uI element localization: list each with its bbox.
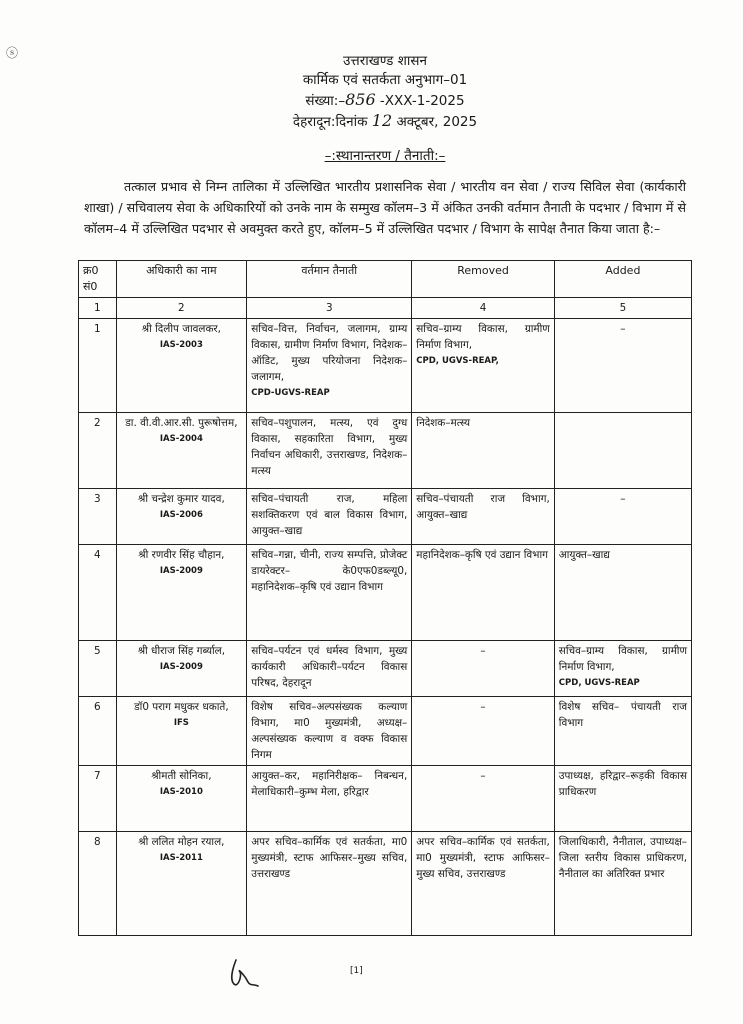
cell-text: अपर सचिव–कार्मिक एवं सतर्कता, मा0 मुख्यमंत्री, स्टाफ आफिसर–मुख्य सचिव, उत्तराखण्ड [416,836,550,880]
col-number: 4 [412,298,555,319]
name-cell [116,766,247,832]
name-cell [116,697,247,766]
government-name: उत्तराखण्ड शासन [342,53,427,69]
cell-text: महानिदेशक–कृषि एवं उद्यान विभाग [416,549,549,561]
removed-cell [412,641,555,697]
cell-text: डा. वी.वी.आर.सी. पुरूषोत्तम, [125,417,238,429]
cell-extra-text: IAS-2010 [159,787,203,797]
cell-extra-text: CPD, UGVS-REAP [558,678,640,688]
sno-cell [79,641,117,697]
cell-text: 6 [93,701,101,713]
added-cell [554,489,691,545]
cell-text: आयुक्त–खाद्य [558,549,610,561]
sno-cell [79,832,117,936]
removed-cell [412,766,555,832]
sno-cell [79,545,117,641]
added-cell [554,319,691,413]
handwritten-date: 12 [371,111,393,130]
cell-text: सचिव–पर्यटन एवं धर्मस्व विभाग, मुख्य कार्यकारी अधिकारी–पर्यटन विकास परिषद, देहरादून [251,645,408,689]
sno-cell [79,319,117,413]
cell-text: सचिव–पशुपालन, मत्स्य, एवं दुग्ध विकास, सहकारिता विभाग, मुख्य निर्वाचन अधिकारी, उत्तराखण्ड, निदेशक– मत्स्य [251,417,408,477]
cell-text: श्रीमती सोनिका, [151,770,212,782]
cell-extra-text: IAS-2011 [159,853,203,863]
header-current: वर्तमान तैनाती [247,261,412,298]
current-cell [247,489,412,545]
name-cell [116,832,247,936]
cell-text: निदेशक–मत्स्य [416,417,471,429]
cell-text: आयुक्त–कर, महानिरीक्षक– निबन्धन, मेलाधिकारी–कुम्भ मेला, हरिद्वार [251,770,408,798]
cell-text: विशेष सचिव– पंचायती राज विभाग [558,701,687,729]
signature [222,956,262,990]
table-row [79,413,692,489]
cell-text: उपाध्यक्ष, हरिद्वार–रूड़की विकास प्राधिकरण [558,770,687,798]
intro-paragraph: तत्काल प्रभाव से निम्न तालिका में उल्लिखित भारतीय प्रशासनिक सेवा / भारतीय वन सेवा / राज्य सिविल सेवा (कार्यकारी शाखा) / सचिवालय सेवा के अधिकारियों को उनके नाम के सम्मुख कॉलम–3 में अंकित उनकी वर्तमान तैनाती के पदभार / विभाग में से कॉलम–4 में उल्लिखित पदभार से अवमुक्त करते हुए, कॉलम–5 में उल्लिखित पदभार / विभाग के सापेक्ष तैनात किया जाता है:– [84,179,686,236]
cell-text: 5 [93,645,101,657]
current-cell [247,766,412,832]
current-cell [247,832,412,936]
removed-cell [412,832,555,936]
cell-extra-text: IAS-2009 [159,566,203,576]
subject-line: –:स्थानान्तरण / तैनाती:– [324,148,446,164]
cell-text: 7 [93,770,101,782]
added-cell [554,413,691,489]
header-name: अधिकारी का नाम [116,261,247,298]
cell-text: सचिव–ग्राम्य विकास, ग्रामीण निर्माण विभाग, [416,323,550,351]
cell-text: श्री रणवीर सिंह चौहान, [138,549,225,561]
sno-cell [79,766,117,832]
cell-extra-text: CPD-UGVS-REAP [251,388,330,398]
cell-text: सचिव–पंचायती राज, महिला सशक्तिकरण एवं बाल विकास विभाग, आयुक्त–खाद्य [251,493,408,537]
cell-text: अपर सचिव–कार्मिक एवं सतर्कता, मा0 मुख्यमंत्री, स्टाफ आफिसर–मुख्य सचिव, उत्तराखण्ड [251,836,408,880]
cell-text: – [620,493,626,505]
cell-text: डॉ0 पराग मधुकर धकाते, [134,701,229,713]
sno-cell [79,697,117,766]
cell-extra-text: IAS-2006 [159,510,203,520]
cell-text: 1 [93,323,101,335]
column-number-row [79,298,692,319]
order-date: देहरादून:दिनांक 12 अक्टूबर, 2025 [292,111,478,130]
table-row [79,697,692,766]
cell-extra-text: IAS-2004 [159,434,203,444]
col-number: 3 [247,298,412,319]
name-cell [116,319,247,413]
cell-text: 4 [93,549,101,561]
order-number: संख्या:–856 -XXX-1-2025 [305,90,465,109]
handwritten-number: 856 [345,90,376,109]
cell-text: श्री ललित मोहन रयाल, [138,836,225,848]
name-cell [116,641,247,697]
cell-text: सचिव–गन्ना, चीनी, राज्य सम्पत्ति, प्रोजेक्ट डायरेक्टर– के0एफ0डब्ल्यू0, महानिदेशक–कृषि एवं उद्यान विभाग [251,549,408,593]
cell-text: – [480,701,486,713]
letter-header [250,52,520,132]
table-header-row [79,261,692,298]
cell-text: 8 [93,836,101,848]
cell-extra-text: IAS-2009 [159,662,203,672]
cell-text: विशेष सचिव–अल्पसंख्यक कल्याण विभाग, मा0 मुख्यमंत्री, अध्यक्ष– अल्पसंख्यक कल्याण व वक्फ विकास निगम [251,701,408,761]
current-cell [247,413,412,489]
table-row [79,766,692,832]
sno-cell [79,489,117,545]
col-number: 2 [116,298,247,319]
page-number: [1] [350,966,363,976]
cell-text: – [480,645,486,657]
added-cell [554,766,691,832]
added-cell [554,545,691,641]
current-cell [247,697,412,766]
transfer-table [78,260,692,936]
table-row [79,319,692,413]
sno-cell [79,413,117,489]
added-cell [554,697,691,766]
cell-extra-text: IAS-2003 [159,340,203,350]
current-cell [247,319,412,413]
removed-cell [412,319,555,413]
table-row [79,545,692,641]
header-added: Added [554,261,691,298]
table-row [79,489,692,545]
cell-text: सचिव–पंचायती राज विभाग, आयुक्त–खाद्य [416,493,550,521]
removed-cell [412,489,555,545]
current-cell [247,641,412,697]
department-name: कार्मिक एवं सतर्कता अनुभाग–01 [302,72,468,88]
cell-text: 3 [93,493,101,505]
table-row [79,832,692,936]
margin-mark: ⓢ [6,46,19,60]
added-cell [554,832,691,936]
cell-text: 2 [93,417,101,429]
cell-text: सचिव–ग्राम्य विकास, ग्रामीण निर्माण विभाग, [558,645,687,673]
name-cell [116,545,247,641]
col-number: 5 [554,298,691,319]
cell-text: जिलाधिकारी, नैनीताल, उपाध्यक्ष– जिला स्तरीय विकास प्राधिकरण, नैनीताल का अतिरिक्त प्रभार [558,836,687,880]
col-number: 1 [79,298,117,319]
cell-text: श्री चन्द्रेश कुमार यादव, [137,493,225,505]
removed-cell [412,697,555,766]
header-removed: Removed [412,261,555,298]
cell-extra-text: CPD, UGVS-REAP, [416,356,499,366]
header-sno: क्र0 सं0 [79,261,117,298]
removed-cell [412,545,555,641]
cell-text: – [620,323,626,335]
cell-text: श्री दिलीप जावलकर, [141,323,221,335]
cell-text: – [480,770,486,782]
cell-text: सचिव–वित्त, निर्वाचन, जलागम, ग्राम्य विकास, ग्रामीण निर्माण विभाग, निदेशक–ऑडिट, मुख्य परियोजना निदेशक–जलागम, [251,323,408,383]
current-cell [247,545,412,641]
removed-cell [412,413,555,489]
cell-extra-text: IFS [173,718,189,728]
name-cell [116,489,247,545]
added-cell [554,641,691,697]
name-cell [116,413,247,489]
cell-text: श्री धीराज सिंह गर्ब्याल, [137,645,226,657]
table-row [79,641,692,697]
